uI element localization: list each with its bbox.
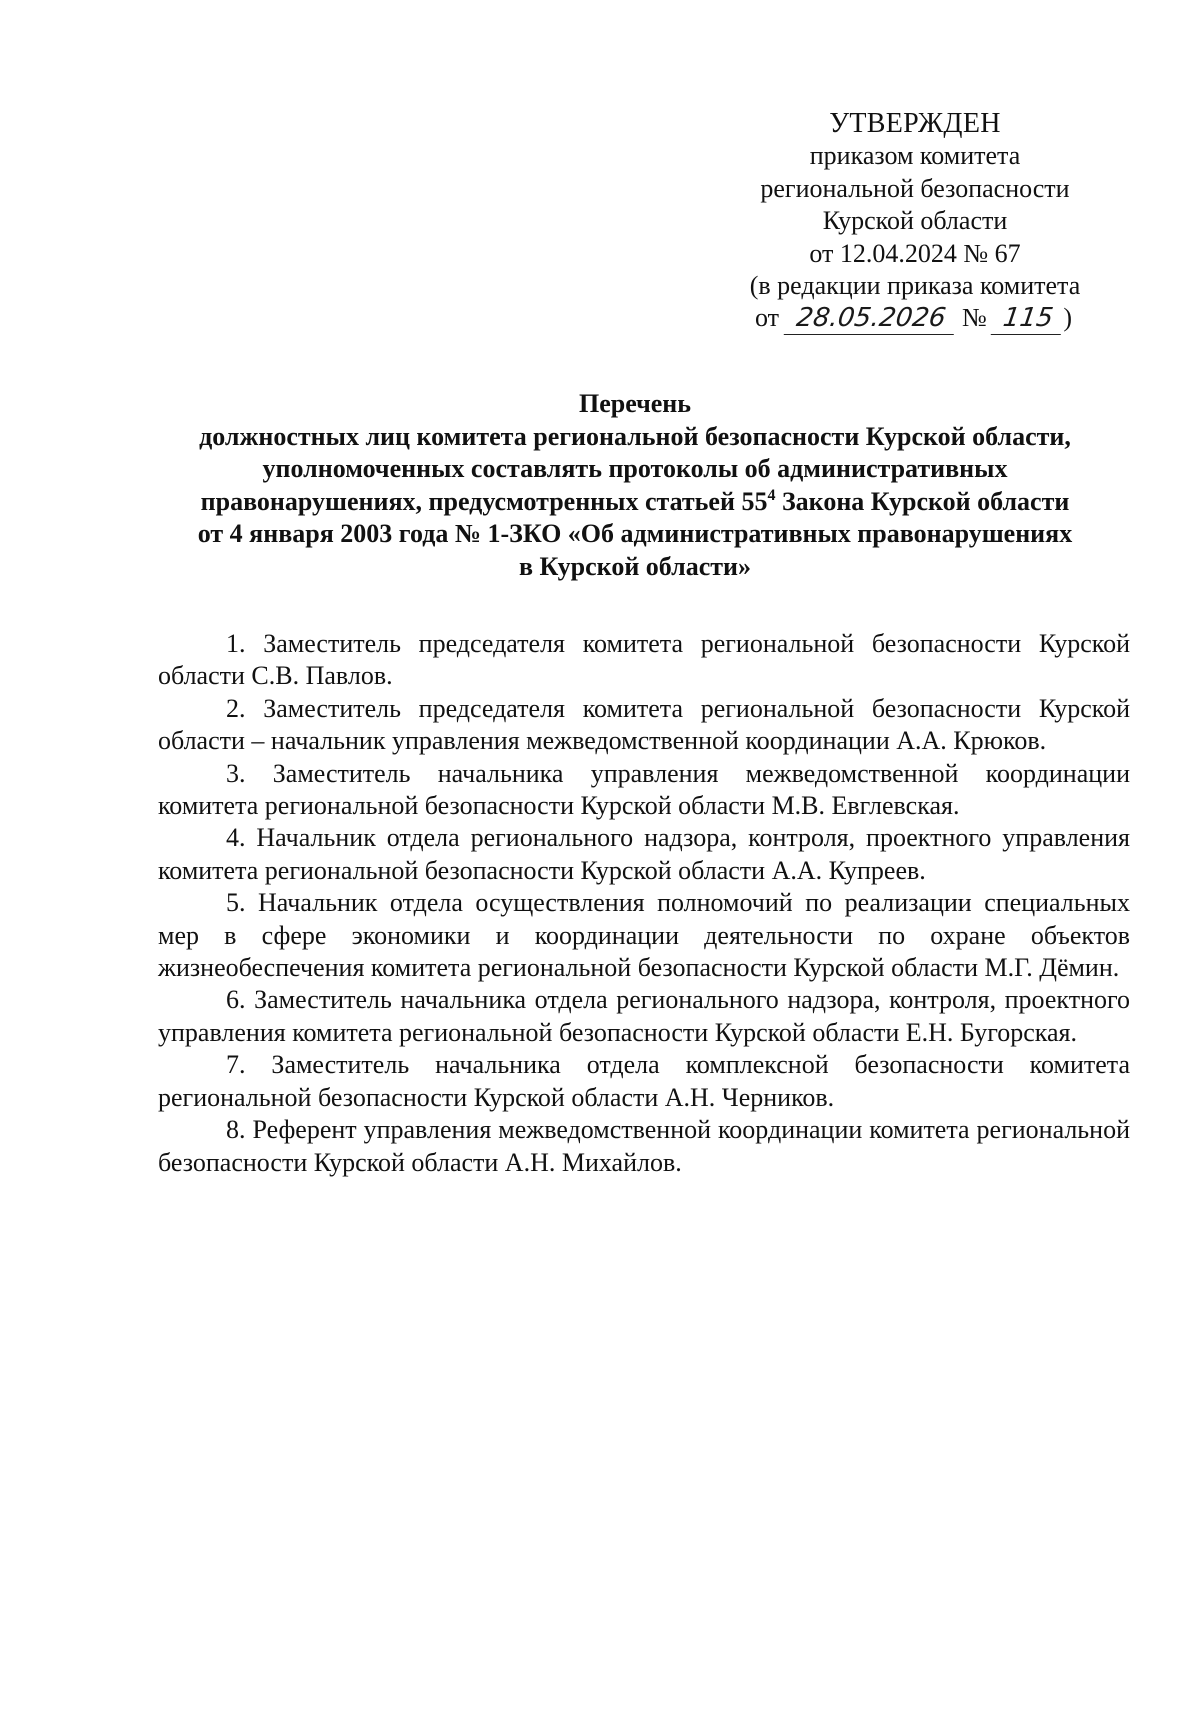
list-item: 7. Заместитель начальника отдела комплексной безопасности комитета региональной безопасности Курской области А.Н. Черников. <box>158 1050 1130 1112</box>
approval-line-5: (в редакции приказа комитета <box>749 271 1081 301</box>
handwritten-amend-number: 115 <box>991 302 1066 335</box>
handwritten-amend-date: 28.05.2026 <box>783 302 958 335</box>
title-line-3: уполномоченных составлять протоколы об административных <box>262 454 1008 483</box>
list-item: 1. Заместитель председателя комитета региональной безопасности Курской области С.В. Павлов. <box>158 629 1130 691</box>
document-title <box>140 388 1130 583</box>
title-line-2: должностных лиц комитета региональной безопасности Курской области, <box>199 421 1071 451</box>
amendment-line <box>700 302 1130 335</box>
title-line-5: от 4 января 2003 года № 1-ЗКО «Об административных правонарушениях <box>197 519 1073 548</box>
list-item: 6. Заместитель начальника отдела регионального надзора, контроля, проектного управления комитета региональной безопасности Курской области Е.Н. Бугорская. <box>158 985 1130 1047</box>
amendment-prefix: от <box>755 303 780 333</box>
approval-line-3: Курской области <box>822 206 1008 236</box>
title-line-1: Перечень <box>578 389 692 418</box>
approval-line-2: региональной безопасности <box>760 173 1070 203</box>
approval-line-1: приказом комитета <box>809 141 1021 171</box>
approved-heading: УТВЕРЖДЕН <box>829 108 1001 139</box>
closing-paren: ) <box>1063 303 1073 333</box>
list-item: 4. Начальник отдела регионального надзора, контроля, проектного управления комитета региональной безопасности Курской области А.А. Купреев. <box>158 823 1130 885</box>
number-sign: № <box>962 303 987 333</box>
title-line-4 <box>140 486 1130 519</box>
approval-stamp-block <box>700 108 1130 336</box>
title-line-4-end: Закона Курской области <box>775 486 1070 516</box>
title-line-4-start: правонарушениях, предусмотренных статьей 55 <box>200 486 768 516</box>
officials-list <box>158 628 1130 1179</box>
article-superscript: 4 <box>767 486 776 504</box>
list-item: 3. Заместитель начальника управления межведомственной координации комитета региональной безопасности Курской области М.В. Евглевская. <box>158 758 1130 821</box>
approval-line-4: от 12.04.2024 № 67 <box>809 238 1021 268</box>
list-item: 2. Заместитель председателя комитета региональной безопасности Курской области – начальник управления межведомственной координации А.А. Крюков. <box>158 693 1130 756</box>
list-item: 8. Референт управления межведомственной координации комитета региональной безопасности Курской области А.Н. Михайлов. <box>158 1115 1130 1177</box>
list-item: 5. Начальник отдела осуществления полномочий по реализации специальных мер в сфере экономики и координации деятельности по охране объектов жизнеобеспечения комитета региональной безопасности Курской области М.Г. Дёмин. <box>158 888 1130 983</box>
title-line-6: в Курской области» <box>518 551 752 581</box>
